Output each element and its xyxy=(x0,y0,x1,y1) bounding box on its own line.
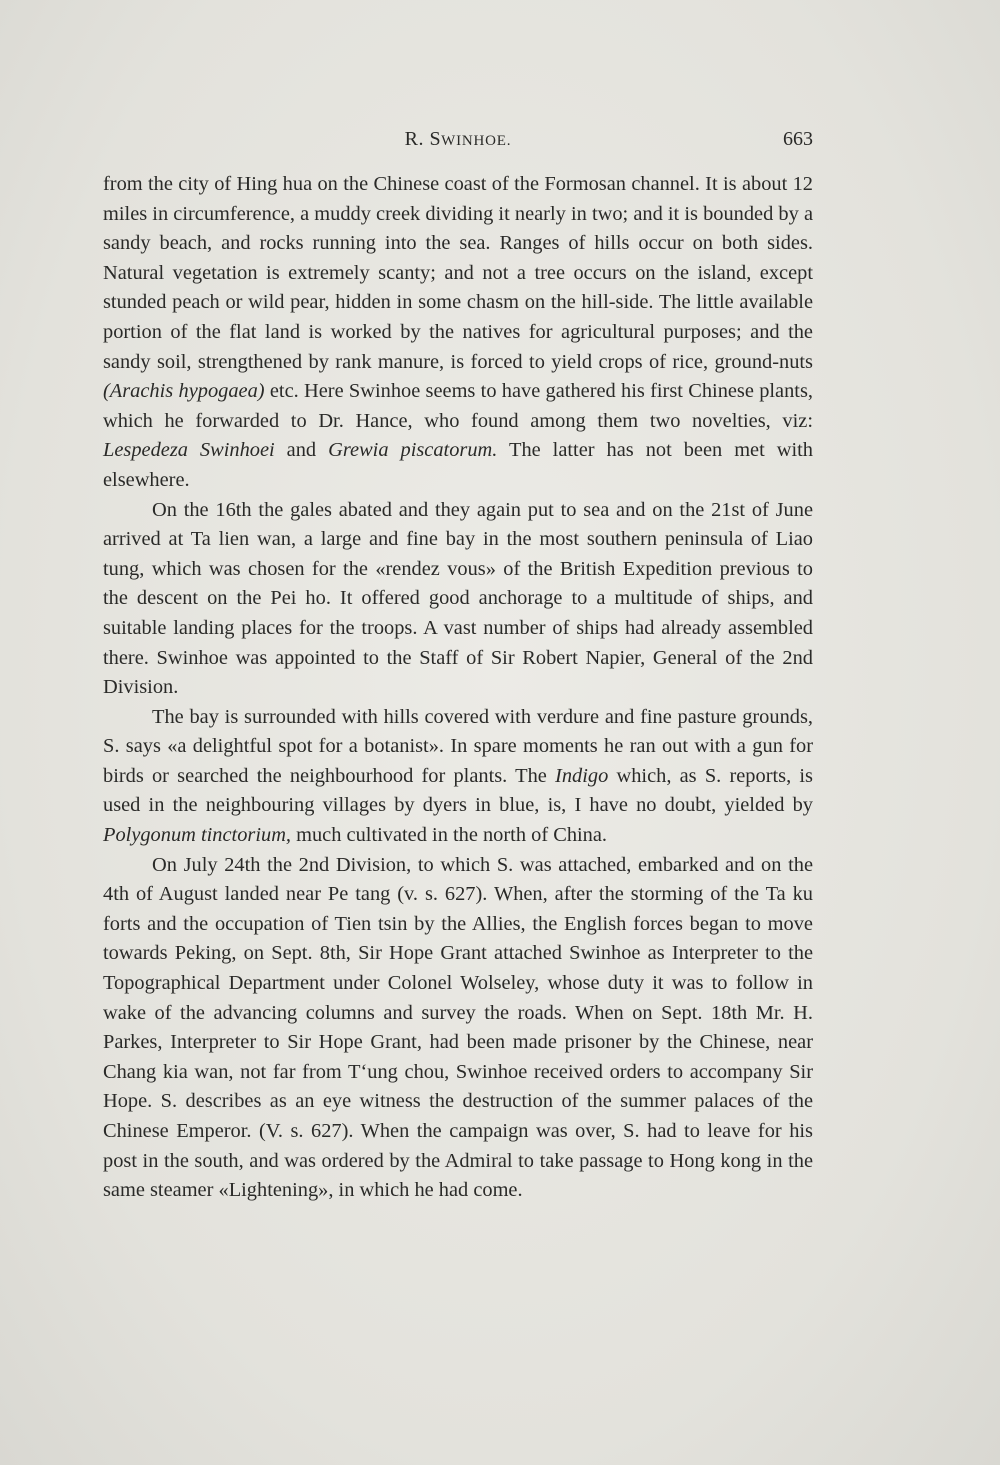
page-number: 663 xyxy=(783,128,813,150)
paragraph-1-text-b: etc. Here Swinhoe seems to have gathered his first Chinese plants, which he forwarded to Dr. Hance, who found among them two novelties, viz: xyxy=(103,380,814,432)
paragraph-2 xyxy=(103,496,813,703)
running-head-title xyxy=(103,128,813,151)
running-head xyxy=(103,128,813,160)
author-small-caps: WINHOE. xyxy=(441,133,512,149)
paragraph-3-text-a: The bay is surrounded with hills covered with verdure and fine pasture grounds, S. says «a delightful spot for a botanist». In spare moments he ran out with a gun for birds or searched the neighbourhood for plants. The xyxy=(103,705,813,787)
body-text xyxy=(103,170,813,1206)
paragraph-2-text: On the 16th the gales abated and they again put to sea and on the 21st of June arrived at Ta lien wan, a large and fine bay in the most southern peninsula of Liao tung, which was chosen for the «rendez vous» of the British Expedition previous to the descent on the Pei ho. It offered good anchorage to a multitude of ships, and suitable landing places for the troops. A vast number of ships had already assembled there. Swinhoe was appointed to the Staff of Sir Robert Napier, General of the 2nd Division. xyxy=(103,498,813,699)
paragraph-1-text-a: from the city of Hing hua on the Chinese coast of the Formosan channel. It is about 12 miles in circumference, a muddy creek dividing it nearly in two; and it is bounded by a sandy beach, and rocks running into the sea. Ranges of hills occur on both sides. Natural vegetation is extremely scanty; and not a tree occurs on the island, except stunded peach or wild pear, hidden in some chasm on the hill-side. The little available portion of the flat land is worked by the natives for agricultural purposes; and the sandy soil, strengthened by rank manure, is forced to yield crops of rice, ground-nuts xyxy=(103,173,813,373)
paragraph-1-text-d: The latter has not been met with elsewhere. xyxy=(103,439,814,491)
author-first-letter: S xyxy=(429,128,442,150)
paragraph-1-italic-grewia: Grewia piscatorum. xyxy=(328,439,498,462)
paragraph-1-italic-arachis: (Arachis hypogaea) xyxy=(103,380,265,403)
paragraph-3-text-c: much cultivated in the north of China. xyxy=(291,824,608,847)
paragraph-3 xyxy=(103,703,813,851)
paragraph-1 xyxy=(103,170,813,496)
paragraph-3-italic-polygonum: Polygonum tinctorium, xyxy=(103,824,292,847)
paragraph-1-italic-lespedeza: Lespedeza Swinhoei xyxy=(103,439,275,462)
paragraph-4 xyxy=(103,851,813,1206)
paragraph-3-italic-indigo: Indigo xyxy=(555,764,609,787)
paragraph-4-text: On July 24th the 2nd Division, to which S. was attached, embarked and on the 4th of August landed near Pe tang (v. s. 627). When, after the storming of the Ta ku forts and the occupation of Tien tsin by the Allies, the English forces began to move towards Peking, on Sept. 8th, Sir Hope Grant attached Swinhoe as Interpreter to the Topographical Department under Colonel Wolseley, whose duty it was to follow in wake of the advancing columns and survey the roads. When on Sept. 18th Mr. H. Parkes, Interpreter to Sir Hope Grant, had been made prisoner by the Chinese, near Chang kia wan, not far from T‘ung chou, Swinhoe received orders to accompany Sir Hope. S. describes as an eye witness the destruction of the summer palaces of the Chinese Emperor. (V. s. 627). When the campaign was over, S. had to leave for his post in the south, and was ordered by the Admiral to take passage to Hong kong in the same steamer «Lightening», in which he had come. xyxy=(103,853,813,1202)
author-initial: R. xyxy=(404,128,430,150)
paragraph-1-text-c: and xyxy=(274,439,329,462)
paragraph-3-text-b: which, as S. reports, is used in the neighbouring villages by dyers in blue, is, I have no doubt, yielded by xyxy=(103,764,813,817)
